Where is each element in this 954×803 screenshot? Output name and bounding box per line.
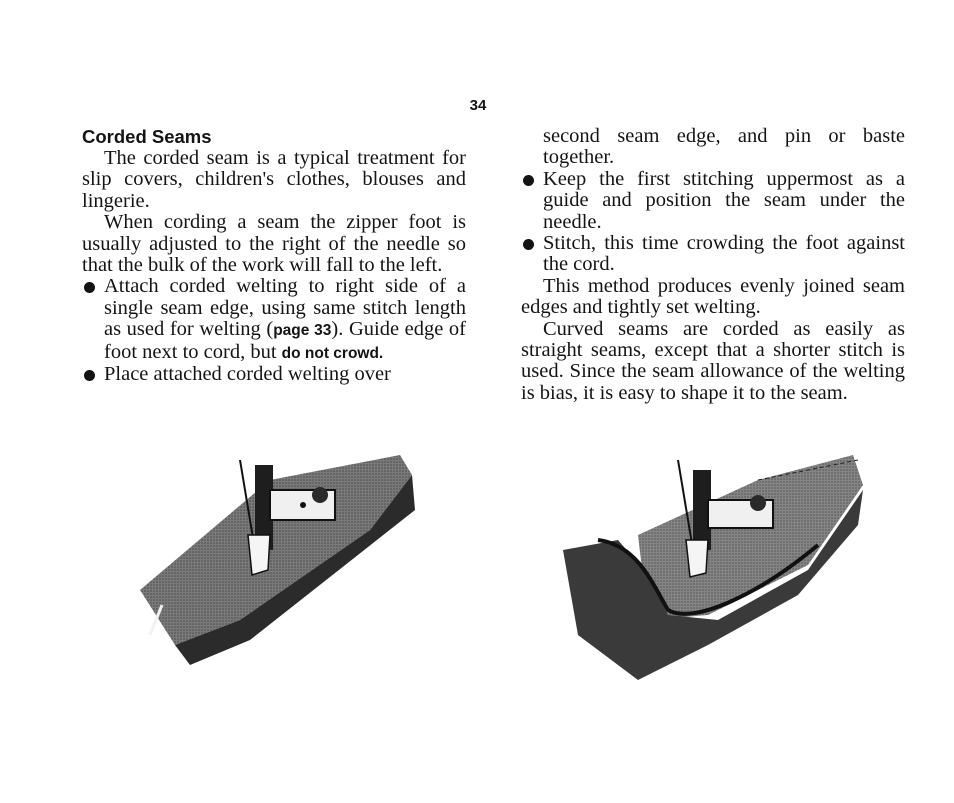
bullet-dot-icon	[84, 282, 95, 293]
page-number: 34	[469, 97, 487, 114]
straight-seam-illustration	[120, 440, 440, 670]
zipper-foot-paragraph: When cording a seam the zipper foot is usually adjusted to the right of the needle so that the bulk of the work will fall to the left.	[82, 211, 466, 277]
bullet3-text: Keep the first stitching uppermost as a guide and position the seam under the needle.	[543, 167, 905, 233]
intro-paragraph: The corded seam is a typical treatment for slip covers, children's clothes, blouses and lingerie.	[82, 147, 466, 212]
continuation-text: second seam edge, and pin or baste together.	[543, 125, 905, 169]
bullet-stitch-crowding	[521, 233, 905, 276]
fabric-top-layer	[638, 455, 863, 620]
do-not-crowd-emphasis: do not crowd.	[281, 344, 384, 362]
bullet4-text: Stitch, this time crowding the foot against the cord.	[543, 232, 905, 276]
bullet-dot-icon	[84, 370, 95, 381]
method-paragraph: This method produces evenly joined seam edges and tightly set welting.	[521, 274, 905, 319]
bullet1-text: Attach corded welting to right side of a single seam edge, using same stitch length as used for welting (	[104, 275, 466, 341]
bullet-dot-icon	[523, 175, 534, 186]
left-column	[82, 126, 466, 385]
page-reference: page 33	[273, 322, 332, 340]
bullet-dot-icon	[523, 239, 534, 250]
bullet-place-welting	[82, 364, 466, 385]
bullet-attach-welting	[82, 276, 466, 364]
bullet2-text: Place attached corded welting over	[104, 363, 391, 386]
bullet-keep-stitching	[521, 169, 905, 233]
bullet1-text-2: ). Guide edge of foot next to cord, but	[104, 318, 466, 363]
section-heading: Corded Seams	[82, 126, 212, 147]
curved-seam-illustration	[558, 445, 878, 680]
curved-seams-paragraph: Curved seams are corded as easily as straight seams, except that a shorter stitch is used. Since the seam allowance of the welting is bias, it is easy to shape it to the seam.	[521, 317, 905, 404]
right-column	[521, 126, 905, 404]
